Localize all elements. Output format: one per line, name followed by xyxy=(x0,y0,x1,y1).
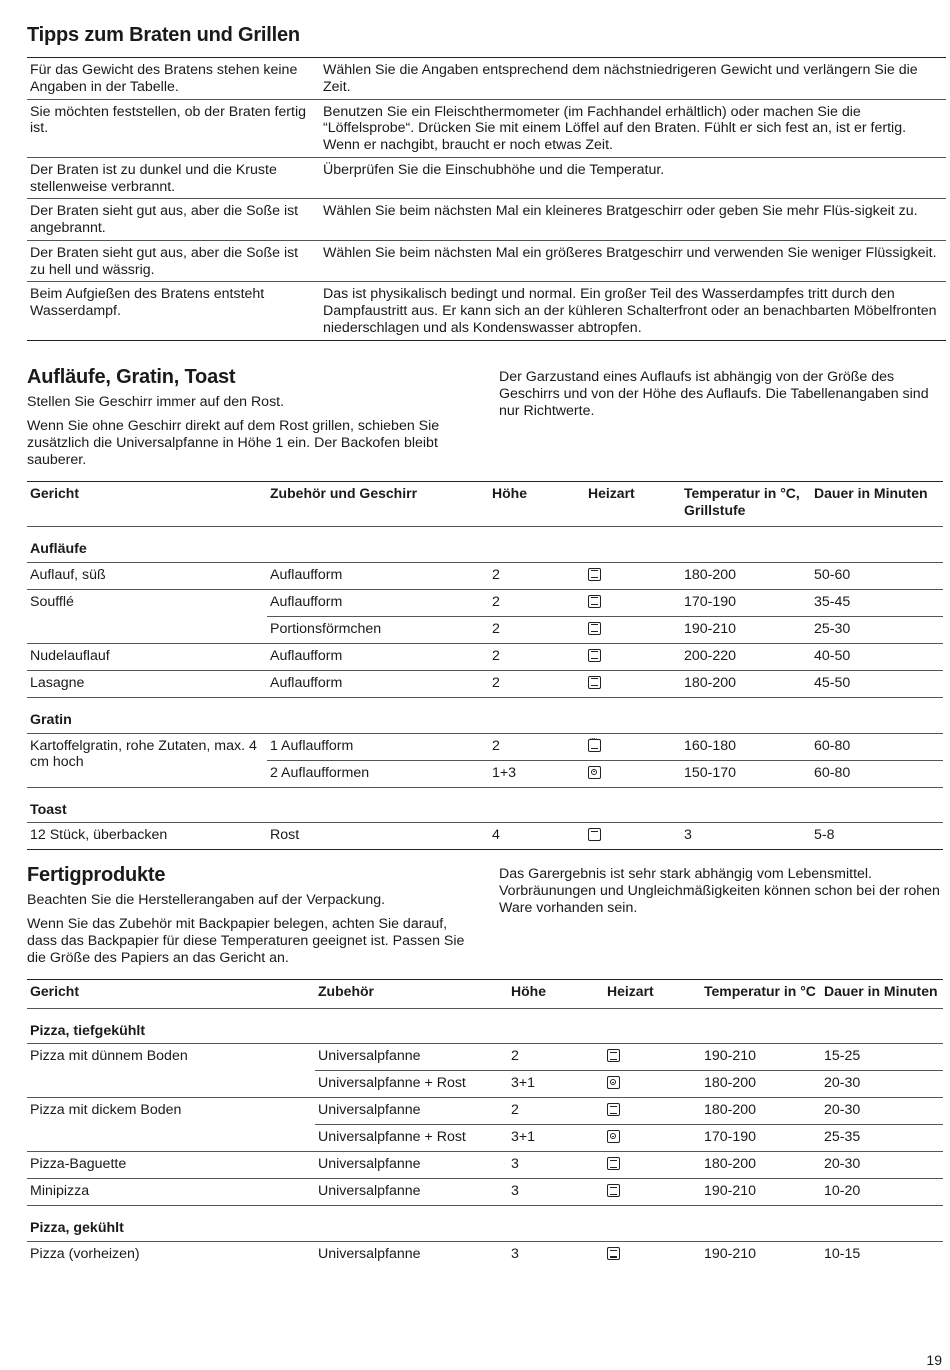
level-cell: 3 xyxy=(508,1152,604,1179)
level-cell: 2 xyxy=(489,733,585,760)
solution-cell: Benutzen Sie ein Fleischthermometer (im Fachhandel erhältlich) oder machen Sie die “Löffelsprobe“. Drücken Sie mit einem Löffel auf den Braten. Fühlt er sich fest an, ist er fertig. Wenn er nachgibt, braucht er noch etwas Zeit. xyxy=(315,99,946,157)
top-bottom-heat-icon xyxy=(607,1247,620,1260)
table-row xyxy=(27,1071,943,1098)
tips-table xyxy=(27,57,946,341)
accessory-cell: Portionsförmchen xyxy=(267,616,489,643)
dish-cell: Pizza-Baguette xyxy=(27,1152,315,1179)
table-row xyxy=(27,282,946,340)
level-cell: 2 xyxy=(508,1044,604,1071)
dish-cell: Pizza mit dünnem Boden xyxy=(30,1048,188,1065)
accessory-cell: Universalpfanne xyxy=(315,1044,508,1071)
table-row xyxy=(27,1179,943,1206)
mode-cell xyxy=(585,823,681,850)
temp-cell: 150-170 xyxy=(681,760,811,787)
time-cell: 20-30 xyxy=(821,1152,943,1179)
mode-cell xyxy=(604,1179,701,1206)
solution-cell: Wählen Sie beim nächsten Mal ein kleineres Bratgeschirr oder geben Sie mehr Flüs-sigkeit zu. xyxy=(315,199,946,241)
table-row xyxy=(27,670,943,697)
page-number: 19 xyxy=(926,1352,942,1368)
level-cell: 1+3 xyxy=(489,760,585,787)
mode-cell xyxy=(604,1044,701,1071)
mode-cell xyxy=(604,1242,701,1269)
temp-cell: 160-180 xyxy=(681,733,811,760)
header-temp: Temperatur in °C, Grillstufe xyxy=(681,482,811,527)
section-title-tips: Tipps zum Braten und Grillen xyxy=(27,24,300,46)
header-mode: Heizart xyxy=(604,980,701,1009)
level-cell: 3+1 xyxy=(508,1071,604,1098)
table-row xyxy=(27,733,943,760)
table-row xyxy=(27,1125,943,1152)
level-cell: 2 xyxy=(489,562,585,589)
header-dish: Gericht xyxy=(27,482,267,527)
temp-cell: 190-210 xyxy=(704,1246,757,1263)
accessory-cell: Universalpfanne + Rost xyxy=(315,1071,508,1098)
table-row xyxy=(27,589,943,616)
level-cell: 2 xyxy=(489,616,585,643)
table-row xyxy=(27,99,946,157)
gratin-table xyxy=(27,481,943,850)
time-cell: 10-15 xyxy=(824,1246,861,1263)
temp-cell: 180-200 xyxy=(701,1098,821,1125)
top-bottom-heat-icon xyxy=(607,1184,620,1197)
time-cell: 15-25 xyxy=(821,1044,943,1071)
accessory-cell: Auflaufform xyxy=(267,562,489,589)
temp-cell: 180-200 xyxy=(681,562,811,589)
dish-cell: Kartoffelgratin, rohe Zutaten, max. 4 cm hoch xyxy=(27,733,267,787)
hot-air-icon xyxy=(607,1076,620,1089)
table-row xyxy=(27,823,943,850)
dish-cell: 12 Stück, überbacken xyxy=(30,827,168,844)
group-row xyxy=(27,1008,943,1044)
circulating-air-grill-icon xyxy=(588,739,601,752)
accessory-cell: Universalpfanne xyxy=(315,1179,508,1206)
section-title-gratin: Aufläufe, Gratin, Toast xyxy=(27,366,236,388)
level-cell: 4 xyxy=(492,827,500,844)
top-bottom-heat-icon xyxy=(588,649,601,662)
level-cell: 2 xyxy=(508,1098,604,1125)
intro-paragraph: Wenn Sie das Zubehör mit Backpapier belegen, achten Sie darauf, dass das Backpapier für diese Temperaturen geeignet ist. Passen Sie die Größe des Papiers an das Gericht an. xyxy=(27,916,465,966)
problem-cell: Der Braten ist zu dunkel und die Kruste stellenweise verbrannt. xyxy=(27,157,315,199)
time-cell: 25-35 xyxy=(821,1125,943,1152)
intro-paragraph: Beachten Sie die Herstellerangaben auf der Verpackung. xyxy=(27,891,386,908)
intro-paragraph: Der Garzustand eines Auflaufs ist abhängig von der Größe des Geschirrs und von der Höhe des Auflaufs. Die Tabellenangaben sind nur Richtwerte. xyxy=(499,369,929,419)
mode-cell xyxy=(585,670,681,697)
temp-cell: 200-220 xyxy=(681,643,811,670)
time-cell: 10-20 xyxy=(821,1179,943,1206)
header-level: Höhe xyxy=(489,482,585,527)
top-bottom-heat-icon xyxy=(588,568,601,581)
group-row xyxy=(27,697,943,733)
table-header xyxy=(27,482,943,527)
level-cell: 3 xyxy=(511,1246,519,1263)
mode-cell xyxy=(585,760,681,787)
accessory-cell: Auflaufform xyxy=(267,670,489,697)
accessory-cell: 2 Auflaufformen xyxy=(267,760,489,787)
mode-cell xyxy=(585,733,681,760)
header-temp: Temperatur in °C xyxy=(701,980,821,1009)
header-time: Dauer in Minuten xyxy=(821,980,943,1009)
temp-cell: 180-200 xyxy=(681,670,811,697)
top-bottom-heat-icon xyxy=(588,595,601,608)
top-bottom-heat-icon xyxy=(607,1157,620,1170)
accessory-cell: Auflaufform xyxy=(267,589,489,616)
top-bottom-heat-icon xyxy=(607,1103,620,1116)
header-mode: Heizart xyxy=(585,482,681,527)
temp-cell: 3 xyxy=(684,827,692,844)
dish-cell xyxy=(27,1071,315,1098)
table-row xyxy=(27,616,943,643)
solution-cell: Wählen Sie die Angaben entsprechend dem nächstniedrigeren Gewicht und verlängern Sie die Zeit. xyxy=(323,62,918,95)
header-level: Höhe xyxy=(508,980,604,1009)
table-row xyxy=(27,562,943,589)
dish-cell xyxy=(27,616,267,643)
hot-air-icon xyxy=(588,766,601,779)
temp-cell: 170-190 xyxy=(681,589,811,616)
group-row xyxy=(27,527,943,563)
group-label: Pizza, tiefgekühlt xyxy=(27,1008,943,1044)
solution-cell: Wählen Sie beim nächsten Mal ein größeres Bratgeschirr und verwenden Sie weniger Flüssigkeit. xyxy=(315,240,946,282)
level-cell: 2 xyxy=(489,589,585,616)
table-row xyxy=(27,240,946,282)
table-row xyxy=(27,1098,943,1125)
top-bottom-heat-icon xyxy=(588,622,601,635)
table-row xyxy=(27,1242,943,1269)
mode-cell xyxy=(604,1152,701,1179)
mode-cell xyxy=(585,643,681,670)
group-row xyxy=(27,787,943,823)
dish-cell: Soufflé xyxy=(30,593,74,610)
section-title-ready: Fertigprodukte xyxy=(27,864,166,886)
temp-cell: 190-210 xyxy=(701,1179,821,1206)
intro-paragraph: Wenn Sie ohne Geschirr direkt auf dem Rost grillen, schieben Sie zusätzlich die Universalpfanne in Höhe 1 ein. Der Backofen bleibt sauberer. xyxy=(27,418,440,468)
top-bottom-heat-icon xyxy=(588,676,601,689)
accessory-cell: 1 Auflaufform xyxy=(267,733,489,760)
time-cell: 40-50 xyxy=(811,643,943,670)
problem-cell: Der Braten sieht gut aus, aber die Soße ist zu hell und wässrig. xyxy=(27,240,315,282)
problem-cell: Beim Aufgießen des Bratens entsteht Wasserdampf. xyxy=(27,282,315,340)
solution-cell: Überprüfen Sie die Einschubhöhe und die Temperatur. xyxy=(315,157,946,199)
solution-cell: Das ist physikalisch bedingt und normal. Ein großer Teil des Wasserdampfes tritt durch den Dampfaustritt aus. Er kann sich an der kühleren Schalterfront oder an benachbarten Möbelfronten niederschlagen und als Kondenswasser abtropfen. xyxy=(315,282,946,340)
dish-cell xyxy=(27,1125,315,1152)
mode-cell xyxy=(585,589,681,616)
grill-icon xyxy=(588,828,601,841)
accessory-cell: Universalpfanne xyxy=(315,1152,508,1179)
time-cell: 5-8 xyxy=(814,827,835,844)
header-dish: Gericht xyxy=(27,980,315,1009)
table-header xyxy=(27,980,943,1009)
level-cell: 3 xyxy=(508,1179,604,1206)
group-label: Gratin xyxy=(27,697,943,733)
time-cell: 50-60 xyxy=(811,562,943,589)
temp-cell: 190-210 xyxy=(701,1044,821,1071)
accessory-cell: Universalpfanne xyxy=(318,1246,421,1263)
level-cell: 2 xyxy=(489,643,585,670)
hot-air-icon xyxy=(607,1130,620,1143)
table-row xyxy=(27,58,946,100)
accessory-cell: Auflaufform xyxy=(267,643,489,670)
group-label: Pizza, gekühlt xyxy=(27,1206,943,1242)
header-accessory: Zubehör xyxy=(315,980,508,1009)
table-row xyxy=(27,199,946,241)
dish-cell: Minipizza xyxy=(27,1179,315,1206)
dish-cell: Nudelauflauf xyxy=(27,643,267,670)
time-cell: 60-80 xyxy=(811,733,943,760)
mode-cell xyxy=(604,1098,701,1125)
table-row xyxy=(27,157,946,199)
table-row xyxy=(27,643,943,670)
table-row xyxy=(27,1152,943,1179)
problem-cell: Für das Gewicht des Bratens stehen keine Angaben in der Tabelle. xyxy=(30,62,298,95)
level-cell: 2 xyxy=(489,670,585,697)
group-row xyxy=(27,1206,943,1242)
accessory-cell: Universalpfanne xyxy=(315,1098,508,1125)
time-cell: 25-30 xyxy=(811,616,943,643)
temp-cell: 170-190 xyxy=(701,1125,821,1152)
time-cell: 45-50 xyxy=(811,670,943,697)
intro-paragraph: Das Garergebnis ist sehr stark abhängig vom Lebensmittel. Vorbräunungen und Ungleichmäßigkeiten können schon bei der rohen Ware vorhanden sein. xyxy=(499,866,940,916)
time-cell: 20-30 xyxy=(821,1098,943,1125)
accessory-cell: Universalpfanne + Rost xyxy=(315,1125,508,1152)
dish-cell: Auflauf, süß xyxy=(27,562,267,589)
header-time: Dauer in Minuten xyxy=(811,482,943,527)
temp-cell: 180-200 xyxy=(701,1152,821,1179)
mode-cell xyxy=(604,1071,701,1098)
problem-cell: Sie möchten feststellen, ob der Braten fertig ist. xyxy=(27,99,315,157)
problem-cell: Der Braten sieht gut aus, aber die Soße ist angebrannt. xyxy=(27,199,315,241)
time-cell: 20-30 xyxy=(821,1071,943,1098)
dish-cell: Lasagne xyxy=(27,670,267,697)
dish-cell: Pizza (vorheizen) xyxy=(30,1246,140,1263)
temp-cell: 190-210 xyxy=(681,616,811,643)
header-accessory: Zubehör und Geschirr xyxy=(267,482,489,527)
top-bottom-heat-icon xyxy=(607,1049,620,1062)
mode-cell xyxy=(604,1125,701,1152)
dish-cell: Pizza mit dickem Boden xyxy=(30,1102,182,1119)
intro-paragraph: Stellen Sie Geschirr immer auf den Rost. xyxy=(27,393,285,410)
time-cell: 35-45 xyxy=(811,589,943,616)
temp-cell: 180-200 xyxy=(701,1071,821,1098)
table-row xyxy=(27,1044,943,1071)
time-cell: 60-80 xyxy=(811,760,943,787)
ready-table xyxy=(27,979,943,1268)
level-cell: 3+1 xyxy=(508,1125,604,1152)
group-label: Toast xyxy=(27,787,943,823)
group-label: Aufläufe xyxy=(27,527,943,563)
mode-cell xyxy=(585,616,681,643)
mode-cell xyxy=(585,562,681,589)
accessory-cell: Rost xyxy=(270,827,300,844)
